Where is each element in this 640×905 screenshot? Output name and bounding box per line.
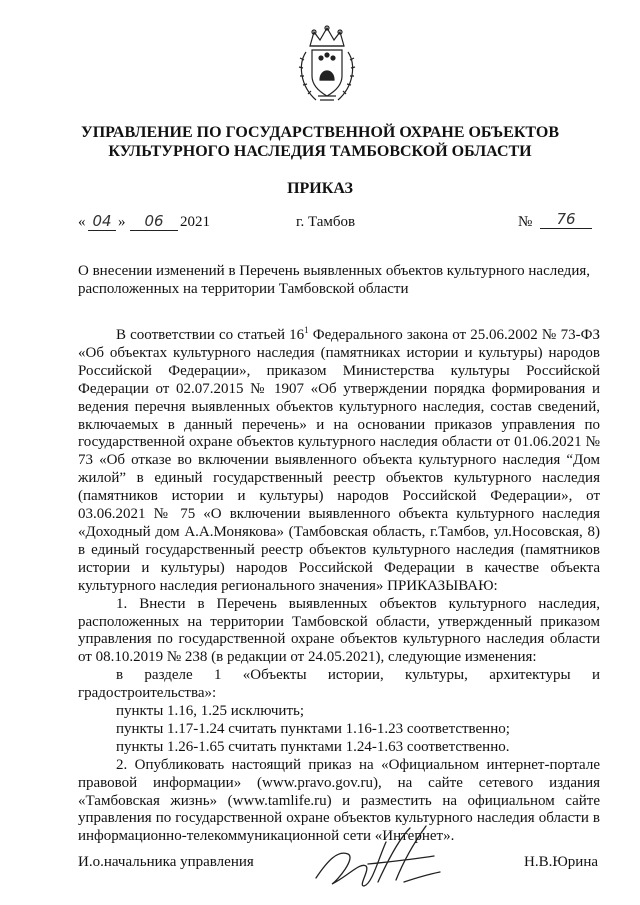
- document-subject: О внесении изменений в Перечень выявленных объектов культурного наследия, расположенных на территории Тамбовской области: [78, 263, 590, 297]
- date-day: 04: [88, 212, 116, 231]
- date-open-quote: «: [78, 214, 86, 230]
- preamble-text-a: В соответствии со статьей 16: [116, 327, 305, 343]
- organization-name: [0, 123, 640, 161]
- date-row: [78, 210, 598, 236]
- document-body: [78, 322, 600, 846]
- city: г. Тамбов: [296, 214, 356, 230]
- preamble-text-b: Федерального закона от 25.06.2002 № 73-ФЗ «Об объектах культурного наследия (памятниках истории и культуры) народов Российской Федерации», приказом Министерства культуры Российской Федерации от 02.07.2015 № 1907 «Об утверждении порядка формирования и ведения перечня выявленных объектов культурного наследия, состав сведений, включаемых в данный перечень» и на основании приказов управления по государственной охране объектов культурного наследия области от 01.06.2021 № 73 «Об отказе во включении выявленного объекта культурного наследия “Дом жилой” в единый государственный реестр объектов культурного наследия (памятников истории и культуры) народов Российской Федерации», от 03.06.2021 № 75 «О включении выявленного объекта культурного наследия «Доходный дом А.А.Монякова» (Тамбовская область, г.Тамбов, ул.Носовская, 8) в единый государственный реестр объектов культурного наследия (памятников истории и культуры) народов Российской Федерации в качестве объекта культурного наследия регионального значения» ПРИКАЗЫВАЮ:: [78, 327, 600, 594]
- document-number: 76: [540, 210, 592, 229]
- paragraph-change-2: пункты 1.17-1.24 считать пунктами 1.16-1.23 соответственно;: [116, 720, 510, 737]
- paragraph-change-3: пункты 1.26-1.65 считать пунктами 1.24-1.63 соответственно.: [116, 738, 510, 755]
- signature-row: [78, 854, 598, 876]
- paragraph-item-2: 2. Опубликовать настоящий приказ на «Официальном интернет-портале правовой информации» (www.pravo.gov.ru), на сайте сетевого издания «Тамбовская жизнь» (www.tamlife.ru) и разместить на официальном сайте управления по государственной охране объектов культурного наследия области в информационно-телекоммуникационной сети «Интернет».: [78, 756, 600, 845]
- organization-name-line2: КУЛЬТУРНОГО НАСЛЕДИЯ ТАМБОВСКОЙ ОБЛАСТИ: [108, 143, 532, 160]
- paragraph-change-1: пункты 1.16, 1.25 исключить;: [116, 703, 305, 720]
- signatory-position: И.о.начальника управления: [78, 854, 254, 870]
- paragraph-section: в разделе 1 «Объекты истории, культуры, архитектуры и градостроительства»:: [78, 667, 600, 702]
- signatory-name: Н.В.Юрина: [524, 854, 598, 870]
- tambov-coat-of-arms-icon: [296, 24, 358, 106]
- date-close-quote: »: [118, 214, 126, 230]
- date-month: 06: [130, 212, 178, 231]
- number-label: №: [518, 214, 533, 230]
- organization-name-line1: УПРАВЛЕНИЕ ПО ГОСУДАРСТВЕННОЙ ОХРАНЕ ОБЪЕКТОВ: [80, 124, 559, 141]
- document-type: ПРИКАЗ: [287, 180, 353, 197]
- date-year: 2021: [180, 214, 210, 230]
- preamble-superscript: 1: [304, 325, 309, 335]
- paragraph-item-1: 1. Внести в Перечень выявленных объектов культурного наследия, расположенных на территории Тамбовской области, утвержденный приказом управления по государственной охране объектов культурного наследия области от 08.10.2019 № 238 (в редакции от 24.05.2021), следующие изменения:: [78, 595, 600, 666]
- paragraph-preamble: [78, 322, 600, 596]
